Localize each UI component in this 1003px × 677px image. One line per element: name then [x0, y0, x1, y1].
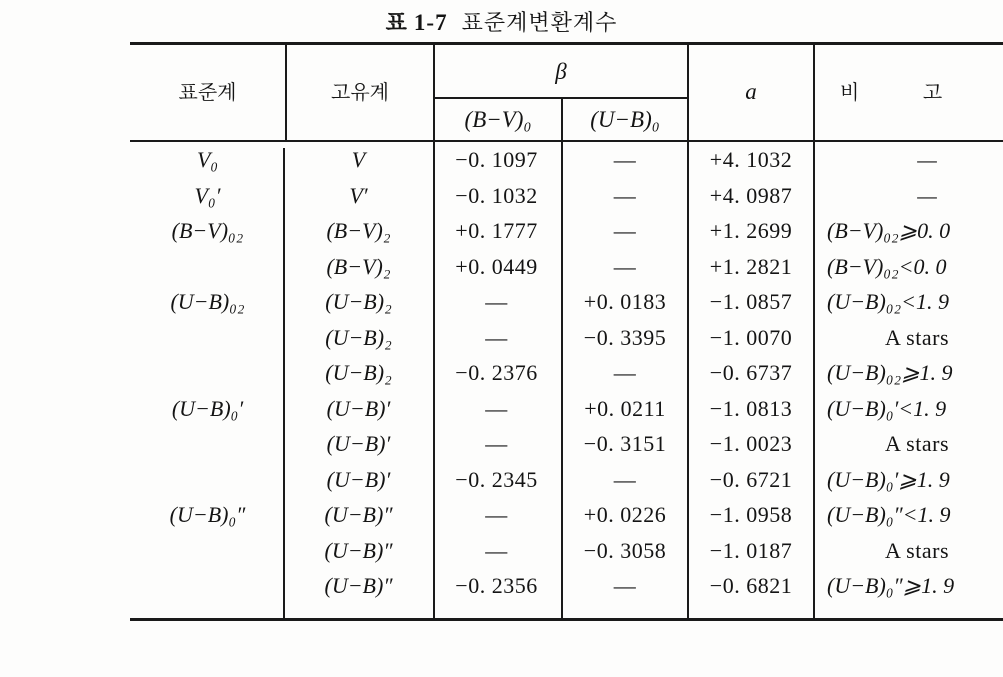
cell-beta-ub: −0. 3395	[583, 324, 667, 350]
cell-intrinsic: (U−B)″	[324, 537, 393, 563]
cell-remark: (U−B)₀₂⩾1. 9	[827, 360, 953, 385]
table-row	[130, 284, 1003, 320]
cell-standard	[130, 249, 285, 285]
cell-alpha: −0. 6821	[709, 573, 793, 598]
cell-alpha: −0. 6721	[709, 466, 793, 492]
cell-beta-ub: +0. 0226	[583, 502, 667, 527]
table-top-rule	[130, 42, 1003, 45]
cell-remark: A stars	[885, 537, 949, 563]
cell-beta-ub: −0. 3058	[583, 537, 667, 563]
table-row	[130, 249, 1003, 285]
header-beta-ub: (U−B)₀	[590, 107, 660, 132]
header-intrinsic: 고유계	[331, 80, 389, 104]
cell-beta-ub: —	[613, 182, 637, 208]
table-row	[130, 533, 1003, 569]
table-row	[130, 462, 1003, 498]
cell-beta-bv: —	[485, 289, 508, 314]
cell-beta-ub: +0. 0183	[583, 289, 667, 314]
cell-remark: (U−B)₀″⩾1. 9	[827, 573, 955, 598]
cell-beta-ub: —	[613, 253, 637, 279]
cell-remark: (U−B)₀″<1. 9	[827, 502, 951, 527]
table-row	[130, 497, 1003, 533]
cell-alpha: −1. 0187	[709, 537, 793, 563]
cell-remark: —	[917, 182, 937, 208]
cell-intrinsic: (U−B)′	[326, 431, 391, 456]
cell-standard	[130, 533, 285, 569]
cell-remark: —	[917, 147, 937, 172]
cell-intrinsic: (U−B)′	[326, 466, 391, 492]
cell-alpha: −1. 0857	[709, 289, 793, 314]
cell-intrinsic: V	[351, 147, 366, 172]
cell-intrinsic: (B−V)₂	[326, 253, 391, 279]
table-caption	[0, 6, 1003, 37]
table-row	[130, 426, 1003, 462]
cell-standard: (B−V)₀₂	[171, 218, 244, 243]
cell-intrinsic: (U−B)″	[324, 502, 393, 527]
cell-beta-ub: +0. 0211	[584, 395, 666, 421]
cell-beta-bv: —	[485, 502, 508, 527]
header-beta: β	[555, 59, 567, 84]
table-body	[130, 142, 1003, 604]
cell-beta-bv: —	[485, 537, 508, 563]
cell-intrinsic: (U−B)₂	[325, 360, 392, 385]
table-row	[130, 213, 1003, 249]
cell-beta-bv: −0. 2376	[455, 360, 538, 385]
cell-beta-bv: +0. 0449	[455, 253, 538, 279]
cell-beta-ub: —	[613, 466, 637, 492]
cell-standard: (U−B)₀″	[169, 502, 246, 527]
cell-alpha: −1. 0070	[709, 324, 793, 350]
cell-beta-ub: —	[613, 218, 637, 243]
cell-intrinsic: (U−B)₂	[325, 289, 392, 314]
cell-alpha: −0. 6737	[709, 360, 793, 385]
conversion-table	[130, 42, 1003, 622]
cell-alpha: −1. 0958	[709, 502, 793, 527]
header-standard: 표준계	[178, 80, 237, 104]
cell-standard: V₀	[196, 147, 219, 172]
table-row	[130, 391, 1003, 427]
table-row	[130, 568, 1003, 604]
cell-standard	[130, 426, 285, 462]
cell-intrinsic: (U−B)₂	[325, 324, 392, 350]
header-beta-bv: (B−V)₀	[464, 107, 532, 132]
cell-beta-bv: −0. 2356	[455, 573, 538, 598]
cell-intrinsic: (U−B)′	[326, 395, 391, 421]
table-row	[130, 142, 1003, 178]
cell-intrinsic: (U−B)″	[324, 573, 393, 598]
cell-alpha: +4. 0987	[709, 182, 793, 208]
cell-remark: A stars	[885, 324, 949, 350]
cell-standard: (U−B)₀₂	[170, 289, 245, 314]
cell-remark: (B−V)₀₂⩾0. 0	[827, 218, 951, 243]
cell-remark: (U−B)₀₂<1. 9	[827, 289, 949, 314]
cell-beta-ub: —	[613, 147, 637, 172]
cell-remark: A stars	[885, 431, 949, 456]
cell-standard	[130, 320, 285, 356]
cell-remark: (U−B)₀′<1. 9	[827, 395, 947, 421]
cell-standard	[130, 568, 285, 604]
table-row	[130, 320, 1003, 356]
cell-remark: (U−B)₀′⩾1. 9	[827, 466, 950, 492]
cell-beta-bv: +0. 1777	[455, 218, 538, 243]
cell-beta-bv: —	[485, 395, 508, 421]
cell-alpha: −1. 0813	[709, 395, 793, 421]
cell-alpha: +4. 1032	[709, 147, 793, 172]
cell-alpha: −1. 0023	[709, 431, 793, 456]
table-bottom-rule	[130, 618, 1003, 621]
header-alpha: a	[745, 79, 757, 104]
table-row	[130, 355, 1003, 391]
cell-beta-ub: —	[613, 360, 637, 385]
cell-beta-bv: −0. 1097	[455, 147, 538, 172]
cell-beta-bv: −0. 2345	[455, 466, 538, 492]
cell-alpha: +1. 2821	[709, 253, 793, 279]
cell-intrinsic: (B−V)₂	[326, 218, 391, 243]
caption-number: 1-7	[413, 10, 448, 35]
cell-beta-ub: −0. 3151	[583, 431, 667, 456]
cell-standard	[130, 355, 285, 391]
table-row	[130, 178, 1003, 214]
cell-standard	[130, 462, 285, 498]
cell-standard: (U−B)₀′	[171, 395, 244, 421]
cell-beta-bv: —	[485, 324, 508, 350]
header-remarks: 비 고	[840, 80, 943, 104]
cell-beta-ub: —	[613, 573, 637, 598]
cell-standard: V₀′	[194, 182, 221, 208]
cell-alpha: +1. 2699	[709, 218, 793, 243]
cell-remark: (B−V)₀₂<0. 0	[827, 253, 947, 279]
caption-title: 표준계변환계수	[461, 11, 618, 36]
cell-intrinsic: V′	[349, 182, 368, 208]
cell-beta-bv: −0. 1032	[455, 182, 538, 208]
cell-beta-bv: —	[485, 431, 508, 456]
caption-prefix: 표	[385, 11, 408, 36]
